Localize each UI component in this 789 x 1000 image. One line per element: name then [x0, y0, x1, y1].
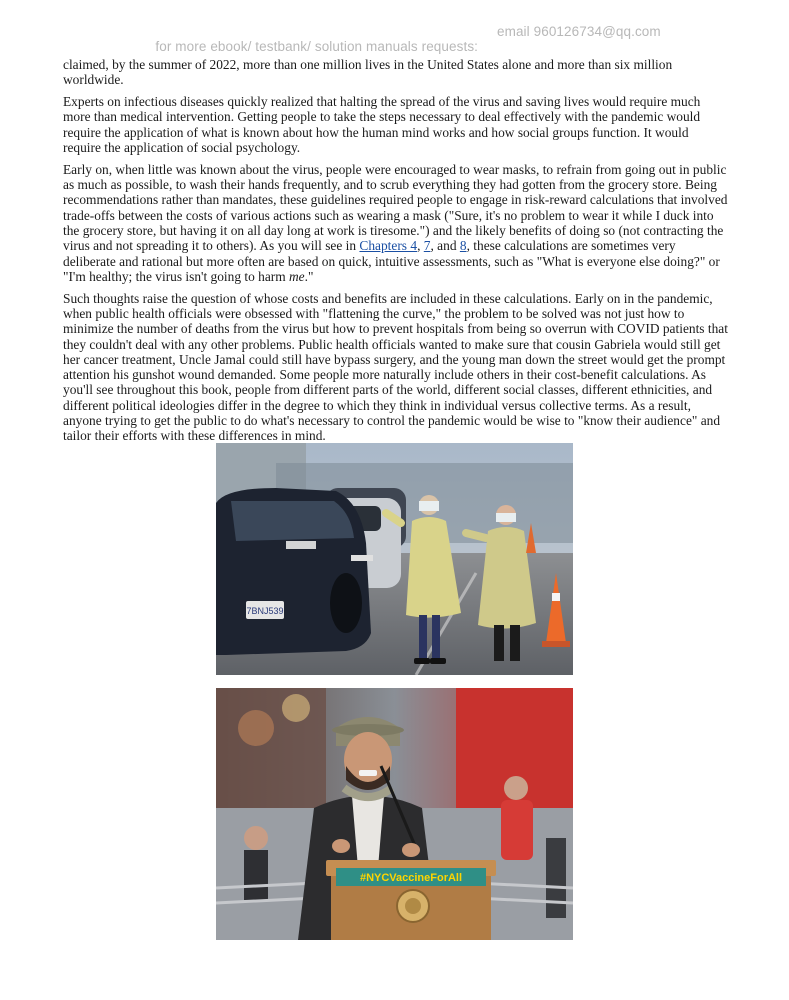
testing-site-photo — [216, 443, 573, 675]
podium-sign-text: #NYCVaccineForAll — [359, 872, 463, 884]
paragraph-4: Such thoughts raise the question of whose costs and benefits are included in these calculations. Early on in the pandemic, when public health officials were obsessed with "flattening the curve," the problem to be solved was not just how to minimize the number of deaths from the virus but how to prevent hospitals from being so overrun with COVID patients that they couldn't deal with any other problems. Public health officials wanted to make sure that cousin Gabriela would still get her cancer treatment, Uncle Jamal could still have bypass surgery, and the young man down the street would get the prompt attention his gunshot wound demanded. Some people more naturally include others in their cost-benefit calculations. As you'll see throughout this book, people from different parts of the world, different social classes, different ethnicities, and different political ideologies differ in the degree to which they think in individual versus collective terms. As a result, anyone trying to get the public to do what's necessary to control the pandemic would be wise to "know their audience" and tailor their efforts with these differences in mind. — [63, 290, 728, 444]
separator: , and — [430, 238, 460, 254]
watermark-request-text: for more ebook/ testbank/ solution manuals requests: — [155, 39, 479, 54]
paragraph-2: Experts on infectious diseases quickly realized that halting the spread of the virus and saving lives would require much more than medical intervention. Getting people to take the steps necessary to deal effectively with the pandemic would require the application of what is known about how the human mind works and how social groups function. It would require the application of social psychology. — [63, 94, 701, 155]
paragraph-3-text-c: ." — [304, 268, 314, 284]
paragraph-1: claimed, by the summer of 2022, more than one million lives in the United States alone and more than six million worldwide. — [63, 57, 673, 88]
emphasis-me: me — [289, 268, 305, 284]
separator: , — [417, 238, 424, 254]
chapter-4-link[interactable]: Chapters 4 — [359, 238, 418, 254]
vaccine-event-photo — [216, 688, 573, 940]
paragraph-3-text-b: , these calculations are sometimes very deliberate and rational but more often are based on quick, intuitive assessments, such as "What is everyone else doing?" or "I'm healthy; the virus isn't going to harm — [63, 238, 720, 284]
paragraph-3 — [63, 162, 729, 284]
body-text — [63, 57, 729, 450]
paragraph-3-text-a: Early on, when little was known about the virus, people were encouraged to wear masks, to refrain from going out in public as much as possible, to wash their hands frequently, and to scrub everything they had gotten from the grocery store. Being recommendations rather than mandates, these guidelines required people to engage in risk-reward calculations that involved trade-offs between the costs of various actions such as wearing a mask ("Sure, it's no problem to wear it while I duck into the grocery store, but having it on all day long at work is tiresome.") and the likely benefits of doing so (not contracting the virus and not spreading it to others). As you will see in — [63, 161, 728, 254]
chapter-7-link[interactable]: 7 — [423, 238, 431, 254]
chapter-8-link[interactable]: 8 — [459, 238, 467, 254]
license-plate: 7BNJ539 — [246, 606, 284, 616]
watermark-email: email 960126734@qq.com — [497, 24, 661, 39]
